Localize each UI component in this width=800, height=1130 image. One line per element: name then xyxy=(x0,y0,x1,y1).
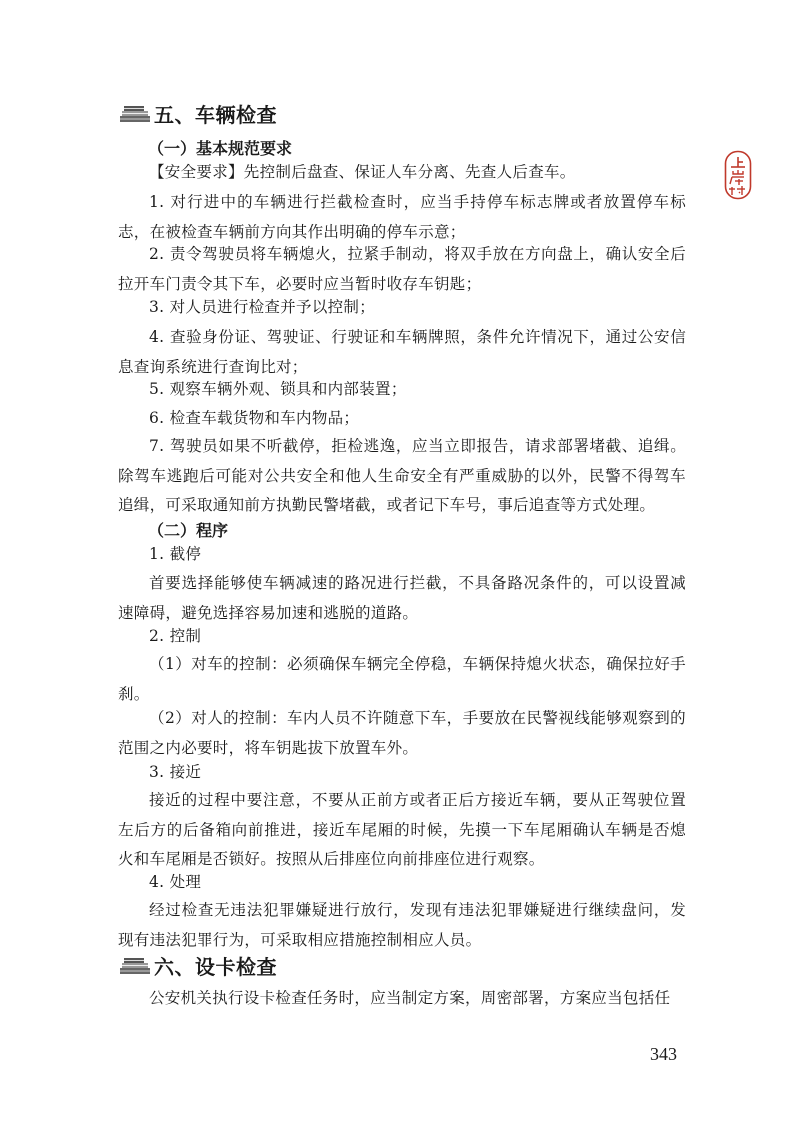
list-item: 5. 观察车辆外观、锁具和内部装置； xyxy=(149,380,407,398)
paragraph: 公安机关执行设卡检查任务时，应当制定方案，周密部署，方案应当包括任 xyxy=(149,989,671,1007)
safety-requirement: 【安全要求】先控制后盘查、保证人车分离、先查人后查车。 xyxy=(149,163,576,181)
procedure-text: （2）对人的控制：车内人员不许随意下车，手要放在民警视线能够观察到的范围之内必要时，将车钥匙拔下放置车外。 xyxy=(118,709,686,757)
book-stack-icon xyxy=(118,102,152,124)
page-number: 343 xyxy=(650,1044,677,1064)
procedure-text: 经过检查无违法犯罪嫌疑进行放行，发现有违法犯罪嫌疑进行继续盘问，发现有违法犯罪行为，可采取相应措施控制相应人员。 xyxy=(118,901,686,949)
section-heading xyxy=(118,950,277,980)
procedure-title: 1. 截停 xyxy=(149,545,202,563)
subheading: （二）程序 xyxy=(148,521,229,540)
section-title: 六、设卡检查 xyxy=(154,954,277,979)
procedure-text: 首要选择能够使车辆减速的路况进行拦截，不具备路况条件的，可以设置减速障碍，避免选择容易加速和逃脱的道路。 xyxy=(118,574,686,622)
list-item: 1. 对行进中的车辆进行拦截检查时，应当手持停车标志牌或者放置停车标志，在被检查车辆前方向其作出明确的停车示意； xyxy=(118,193,686,241)
procedure-title: 3. 接近 xyxy=(149,763,202,781)
list-item: 2. 责令驾驶员将车辆熄火，拉紧手制动，将双手放在方向盘上，确认安全后拉开车门责令其下车，必要时应当暂时收存车钥匙； xyxy=(118,245,686,293)
list-item: 6. 检查车载货物和车内物品； xyxy=(149,409,360,427)
procedure-title: 4. 处理 xyxy=(149,873,202,891)
section-heading xyxy=(118,98,277,128)
book-stack-icon xyxy=(118,954,152,976)
list-item: 3. 对人员进行检查并予以控制； xyxy=(149,298,376,316)
procedure-title: 2. 控制 xyxy=(149,627,202,645)
list-item: 7. 驾驶员如果不听截停，拒检逃逸，应当立即报告，请求部署堵截、追缉。除驾车逃跑后可能对公共安全和他人生命安全有严重威胁的以外，民警不得驾车追缉，可采取通知前方执勤民警堵截，或者记下车号，事后追查等方式处理。 xyxy=(118,437,686,514)
section-title: 五、车辆检查 xyxy=(154,102,277,127)
subheading: （一）基本规范要求 xyxy=(148,139,293,158)
seal-stamp-logo xyxy=(724,150,752,200)
list-item: 4. 查验身份证、驾驶证、行驶证和车辆牌照，条件允许情况下，通过公安信息查询系统进行查询比对； xyxy=(118,328,686,376)
procedure-text: 接近的过程中要注意，不要从正前方或者正后方接近车辆，要从正驾驶位置左后方的后备箱向前推进，接近车尾厢的时候，先摸一下车尾厢确认车辆是否熄火和车尾厢是否锁好。按照从后排座位向前排座位进行观察。 xyxy=(118,791,686,868)
procedure-text: （1）对车的控制：必须确保车辆完全停稳，车辆保持熄火状态，确保拉好手刹。 xyxy=(118,655,686,703)
